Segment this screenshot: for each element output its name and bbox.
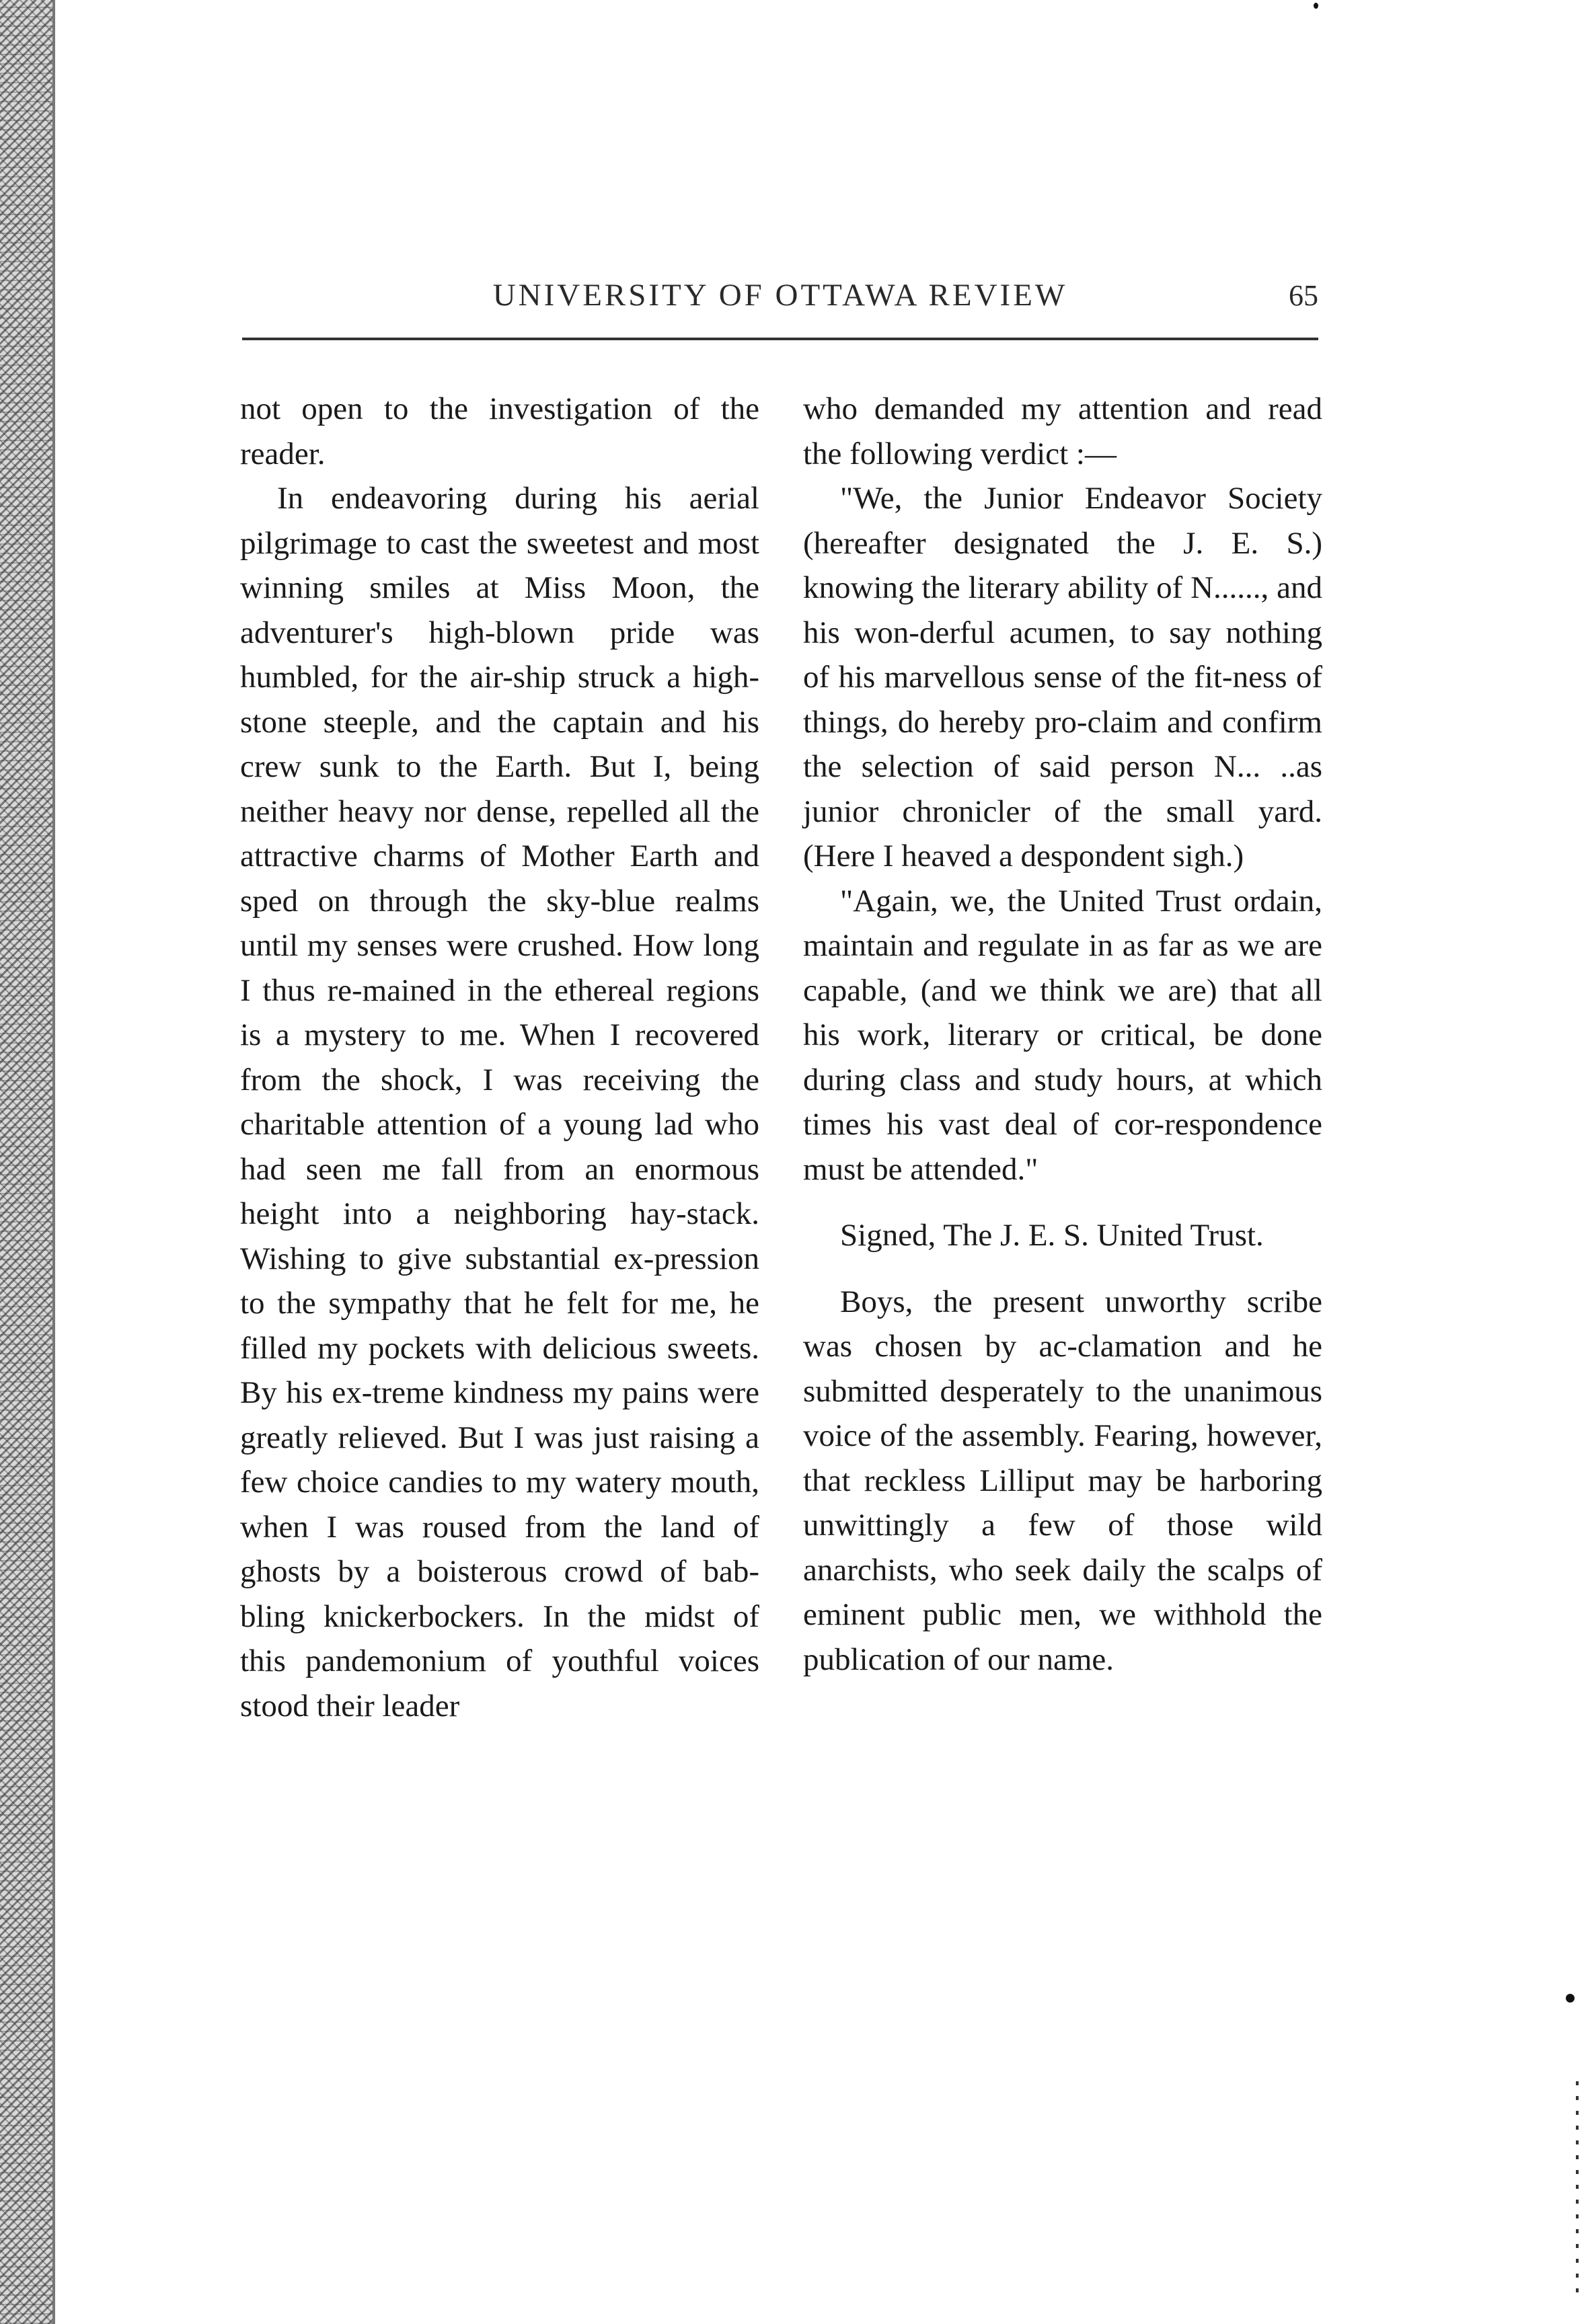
- paragraph: Boys, the present unworthy scribe was chosen by ac-clamation and he submitted desperately to the unanimous voice of the assembly. Fearing, however, that reckless Lilliput may be harboring unwittingly a few of those wild anarchists, who seek daily the scalps of eminent public men, we withhold the publication of our name.: [803, 1284, 1322, 1677]
- binding-shadow-line: [52, 0, 55, 2324]
- paragraph: In endeavoring during his aerial pilgrimage to cast the sweetest and most winning smiles at Miss Moon, the adventurer's high-blown pride was humbled, for the air-ship struck a high-stone steeple, and the captain and his crew sunk to the Earth. But I, being neither heavy nor dense, repelled all the attractive charms of Mother Earth and sped on through the sky-blue realms until my senses were crushed. How long I thus re-mained in the ethereal regions is a mystery to me. When I recovered from the shock, I was receiving the charitable attention of a young lad who had seen me fall from an enormous height into a neighboring hay-stack. Wishing to give substantial ex-pression to the sympathy that he felt for me, he filled my pockets with delicious sweets. By his ex-treme kindness my pains were greatly relieved. But I was just raising a few choice candies to my watery mouth, when I was roused from the land of ghosts by a boisterous crowd of bab-bling knickerbockers. In the midst of this pandemonium of youthful voices stood their leader: [240, 481, 759, 1723]
- paragraph: not open to the investigation of the reader.: [240, 391, 759, 471]
- quoted-verdict-paragraph: "Again, we, the United Trust ordain, maintain and regulate in as far as we are capable, (and we think we are) that all his work, literary or critical, be done during class and study hours, at which times his vast deal of cor-respondence must be attended.": [803, 883, 1322, 1187]
- signature-line: Signed, The J. E. S. United Trust.: [840, 1218, 1264, 1253]
- page-edge-marks: [1576, 2081, 1579, 2303]
- book-binding-edge: [0, 0, 52, 2324]
- quoted-verdict-paragraph: "We, the Junior Endeavor Society (hereafter designated the J. E. S.) knowing the literary ability of N......, and his won-derful acumen, to say nothing of his marvellous sense of the fit-ness of things, do hereby pro-claim and confirm the selection of said person N... ..as junior chronicler of the small yard. (Here I heaved a despondent sigh.): [803, 481, 1322, 874]
- paragraph: who demanded my attention and read the following verdict :—: [803, 391, 1322, 471]
- running-head: [242, 274, 1318, 321]
- ink-dot: [1566, 1994, 1575, 2003]
- journal-title: UNIVERSITY OF OTTAWA REVIEW: [492, 278, 1068, 313]
- header-rule: [242, 338, 1318, 340]
- page-number: 65: [1289, 279, 1318, 312]
- left-column: [240, 387, 759, 1728]
- right-column: [803, 387, 1322, 1682]
- speck-mark: [1314, 3, 1318, 9]
